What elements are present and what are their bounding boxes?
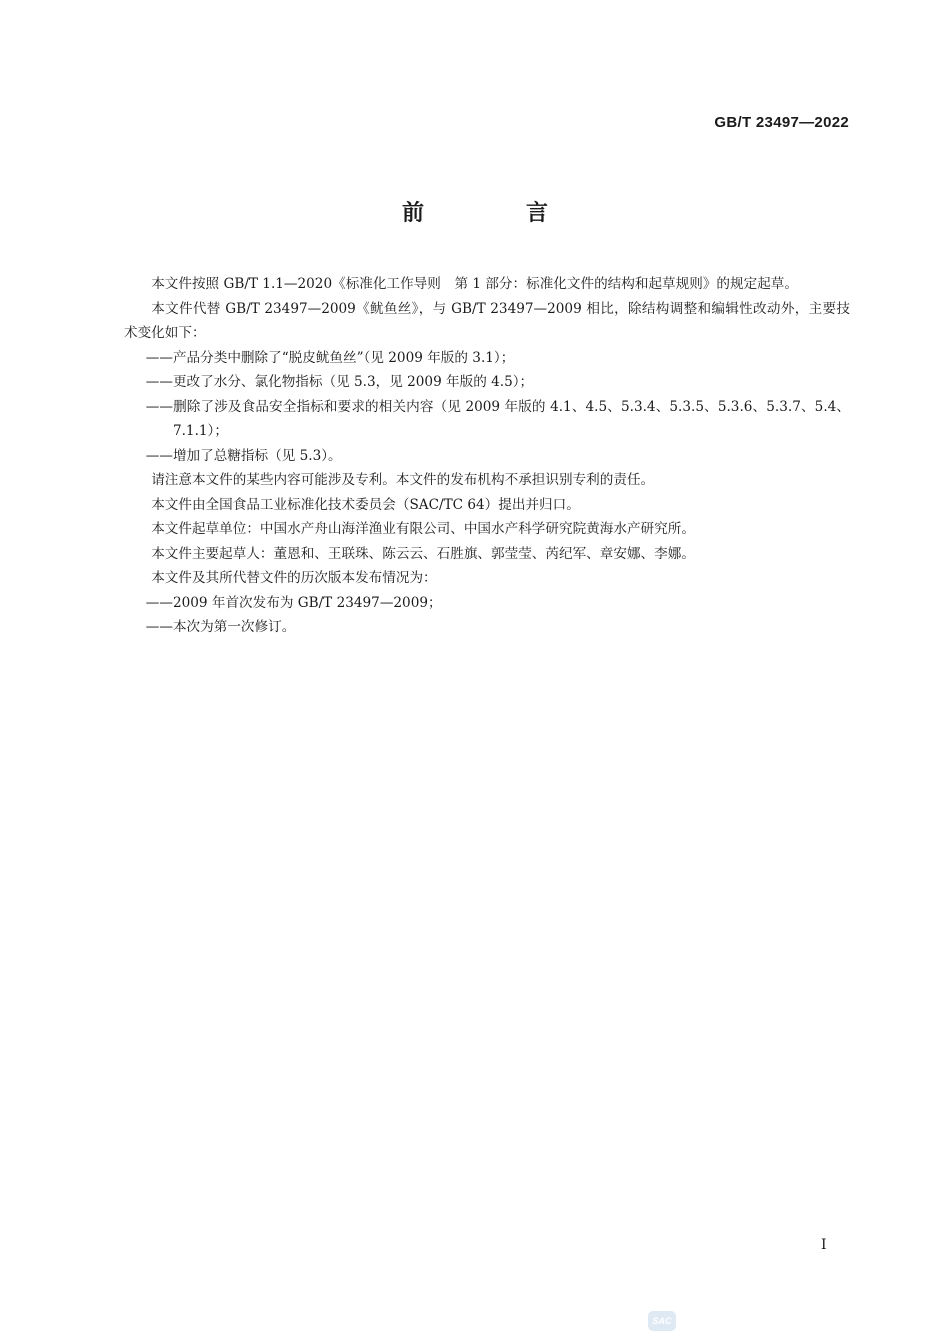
standard-code: GB/T 23497—2022 — [714, 114, 849, 131]
paragraph-drafting-units: 本文件起草单位：中国水产舟山海洋渔业有限公司、中国水产科学研究院黄海水产研究所。 — [151, 521, 695, 537]
change-item: ——删除了涉及食品安全指标和要求的相关内容（见 2009 年版的 4.1、4.5、5.3.4、5.3.5、5.3.6、5.3.7、5.4、7.1.1）； — [145, 398, 850, 439]
change-item: ——产品分类中删除了“脱皮鱿鱼丝”（见 2009 年版的 3.1）； — [145, 349, 515, 366]
page-number: I — [821, 1237, 827, 1253]
page-title: 前 言 — [401, 201, 588, 226]
paragraph-drafting-rules: 本文件按照 GB/T 1.1—2020《标准化工作导则 第 1 部分：标准化文件的结构和起草规则》的规定起草。 — [151, 276, 798, 292]
history-item: ——本次为第一次修订。 — [145, 619, 296, 635]
preface-body — [124, 272, 850, 640]
paragraph-drafters: 本文件主要起草人：董恩和、王联珠、陈云云、石胜旗、郭莹莹、芮纪军、章安娜、李娜。 — [151, 545, 695, 562]
paragraph-version-history: 本文件及其所代替文件的历次版本发布情况为： — [151, 570, 437, 586]
sac-logo-watermark: SAC — [648, 1311, 676, 1331]
paragraph-committee: 本文件由全国食品工业标准化技术委员会（SAC/TC 64）提出并归口。 — [151, 496, 580, 513]
change-item: ——更改了水分、氯化物指标（见 5.3，见 2009 年版的 4.5）； — [145, 374, 534, 390]
history-item: ——2009 年首次发布为 GB/T 23497—2009； — [145, 594, 442, 611]
paragraph-replacement: 本文件代替 GB/T 23497—2009《鱿鱼丝》，与 GB/T 23497—2009 相比，除结构调整和编辑性改动外，主要技术变化如下： — [124, 300, 850, 341]
change-item: ——增加了总糖指标（见 5.3）。 — [145, 447, 342, 464]
paragraph-patent-notice: 请注意本文件的某些内容可能涉及专利。本文件的发布机构不承担识别专利的责任。 — [151, 472, 655, 488]
